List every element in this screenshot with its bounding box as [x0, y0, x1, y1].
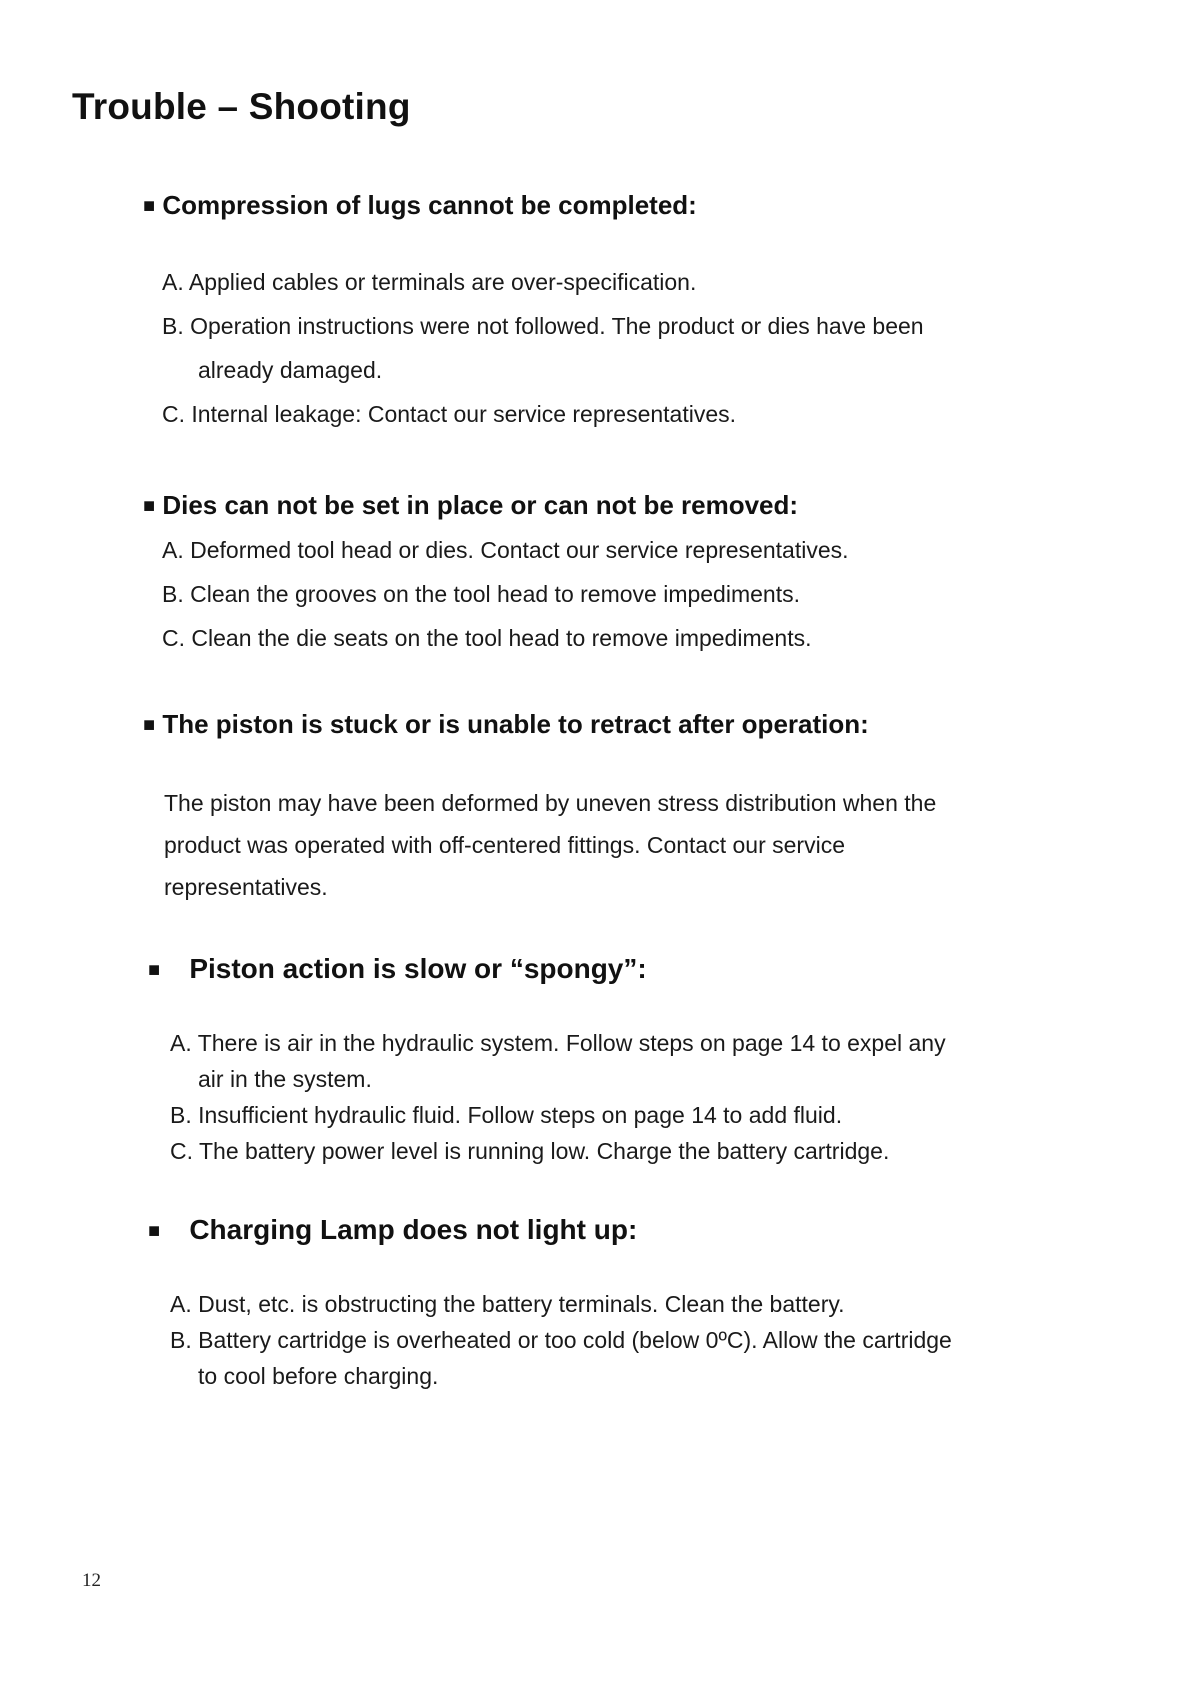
page-number: 12: [82, 1570, 101, 1591]
section-heading-dies: [143, 490, 798, 521]
bullet-icon: ■: [148, 1220, 161, 1242]
list-item: A. Dust, etc. is obstructing the battery terminals. Clean the battery.: [170, 1291, 845, 1317]
paragraph-line: representatives.: [164, 874, 328, 900]
list-item: A. Applied cables or terminals are over-specification.: [162, 269, 697, 295]
list-item-continuation: already damaged.: [198, 357, 383, 383]
paragraph-line: product was operated with off-centered fittings. Contact our service: [164, 832, 845, 858]
section-heading-text: Charging Lamp does not light up:: [189, 1214, 638, 1245]
list-item: C. Internal leakage: Contact our service representatives.: [162, 401, 737, 427]
list-item: B. Clean the grooves on the tool head to remove impediments.: [162, 581, 800, 607]
list-item: A. Deformed tool head or dies. Contact our service representatives.: [162, 537, 849, 563]
list-item-continuation: air in the system.: [198, 1066, 372, 1092]
section-heading-text: The piston is stuck or is unable to retract after operation:: [162, 709, 869, 739]
page-title: Trouble – Shooting: [72, 86, 411, 127]
list-item: C. The battery power level is running low. Charge the battery cartridge.: [170, 1138, 890, 1164]
list-item: B. Operation instructions were not followed. The product or dies have been: [162, 313, 924, 339]
section-heading-text: Compression of lugs cannot be completed:: [162, 190, 697, 220]
bullet-icon: ■: [143, 495, 156, 517]
section-heading-text: Piston action is slow or “spongy”:: [189, 953, 647, 984]
section-heading-text: Dies can not be set in place or can not be removed:: [162, 490, 799, 520]
bullet-icon: ■: [143, 714, 156, 736]
section-heading-piston-stuck: [143, 709, 869, 740]
bullet-icon: ■: [148, 959, 161, 981]
list-item-continuation: to cool before charging.: [198, 1363, 439, 1389]
list-item: B. Battery cartridge is overheated or too cold (below 0ºC). Allow the cartridge: [170, 1327, 952, 1353]
bullet-icon: ■: [143, 195, 156, 217]
list-item: C. Clean the die seats on the tool head to remove impediments.: [162, 625, 812, 651]
list-item: B. Insufficient hydraulic fluid. Follow steps on page 14 to add fluid.: [170, 1102, 843, 1128]
section-heading-piston-slow: [148, 953, 647, 985]
list-item: A. There is air in the hydraulic system. Follow steps on page 14 to expel any: [170, 1030, 946, 1056]
section-heading-compression: [143, 190, 697, 221]
section-heading-charging-lamp: [148, 1214, 637, 1246]
paragraph-line: The piston may have been deformed by uneven stress distribution when the: [164, 790, 937, 816]
